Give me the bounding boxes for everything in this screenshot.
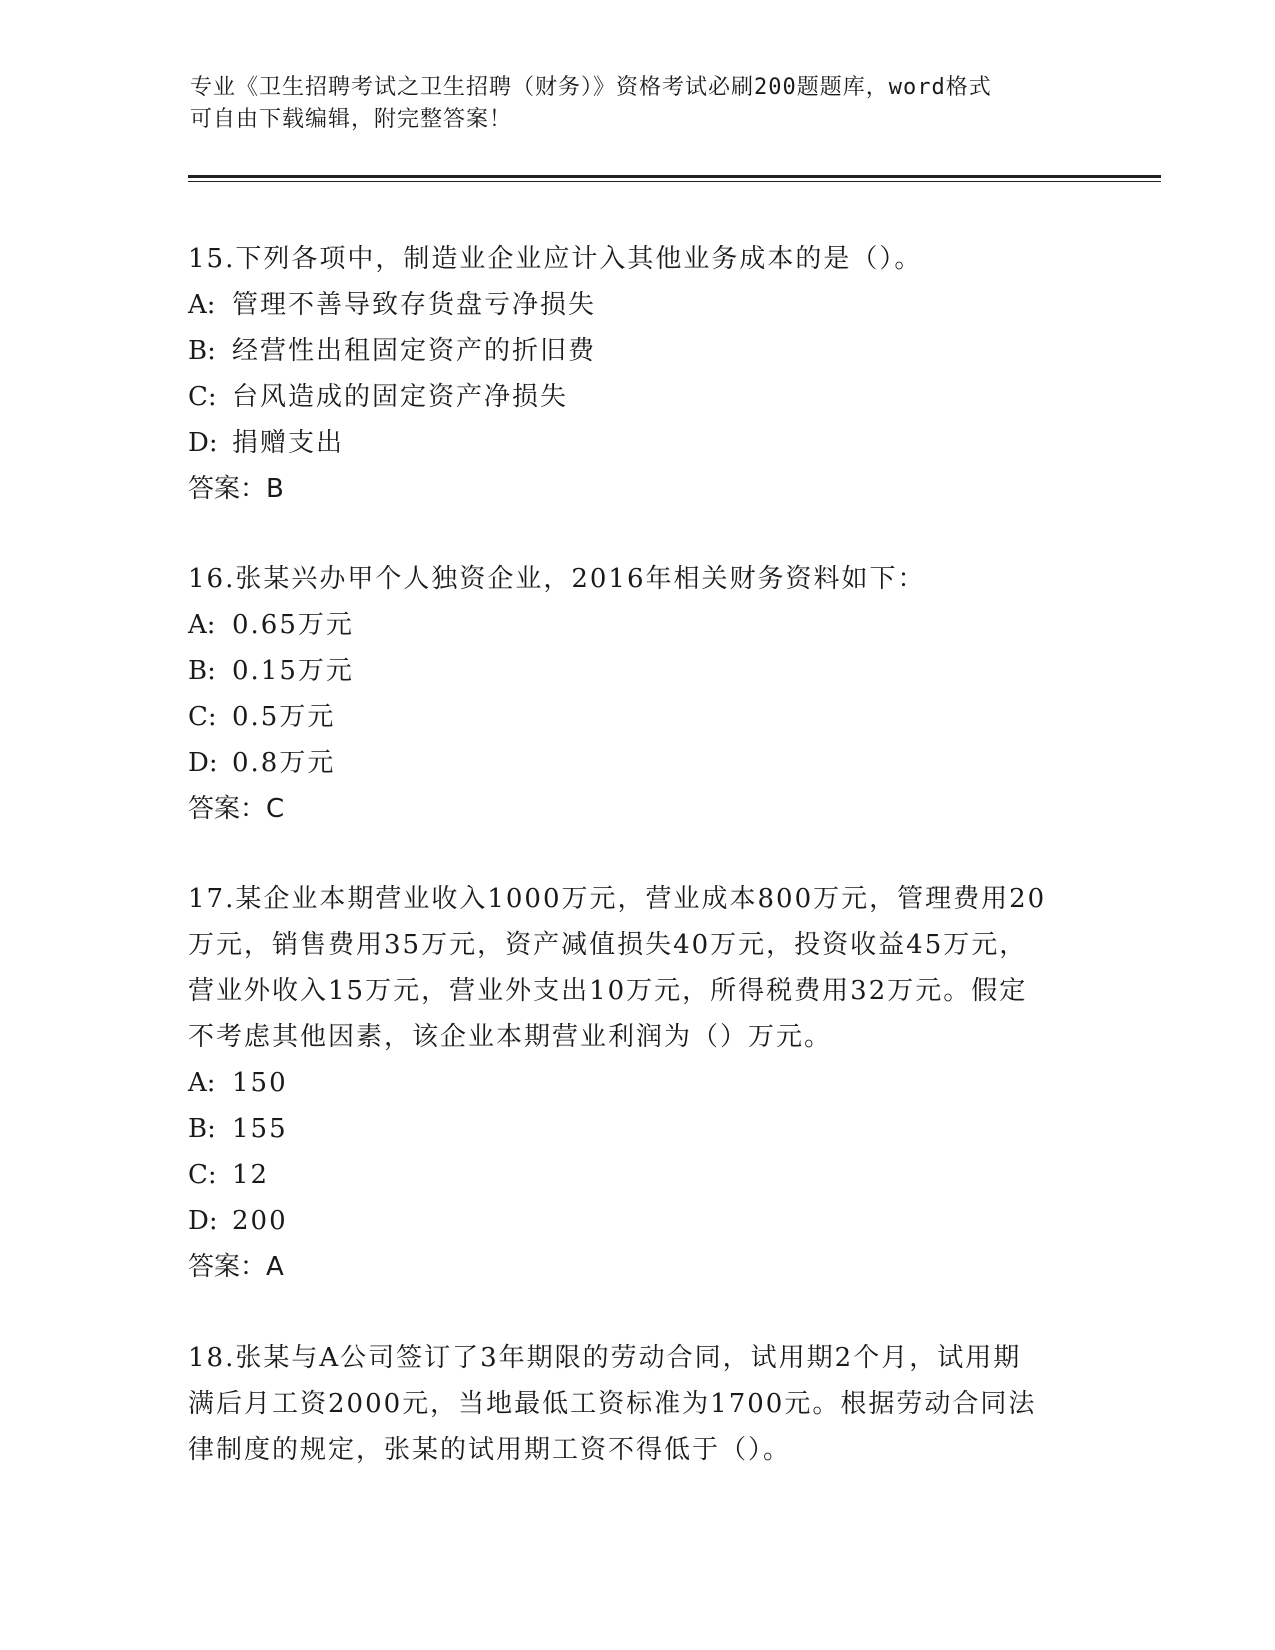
answer-line: 答案：A <box>188 1252 284 1282</box>
option-b <box>188 1106 1088 1152</box>
option-text: 台风造成的固定资产净损失 <box>232 382 569 412</box>
question-stem: 15.下列各项中，制造业企业应计入其他业务成本的是（）。 <box>188 244 923 274</box>
option-c <box>188 1152 1088 1198</box>
option-letter: C: <box>188 1160 217 1190</box>
option-text: 0.65万元 <box>232 610 354 640</box>
option-letter: A: <box>188 1068 216 1098</box>
option-c <box>188 694 1088 740</box>
option-letter: C: <box>188 382 217 412</box>
header-divider-thick <box>188 175 1161 178</box>
option-a <box>188 602 1088 648</box>
option-letter: B: <box>188 1114 216 1144</box>
option-letter: D: <box>188 1206 218 1236</box>
option-text: 0.15万元 <box>232 656 354 686</box>
option-letter: A: <box>188 290 216 320</box>
option-d <box>188 740 1088 786</box>
option-b <box>188 328 1088 374</box>
question-18 <box>188 1335 1088 1473</box>
option-letter: D: <box>188 748 218 778</box>
option-d <box>188 1198 1088 1244</box>
question-16 <box>188 556 1088 832</box>
option-text: 150 <box>232 1068 288 1098</box>
option-text: 捐赠支出 <box>232 428 345 458</box>
question-stem: 17.某企业本期营业收入1000万元，营业成本800万元，管理费用20 万元，销售费用35万元，资产减值损失40万元，投资收益45万元， 营业外收入15万元，营业外支出10万元，所得税费用32万元。假定 不考虑其他因素，该企业本期营业利润为（）万元。 <box>188 884 1047 1052</box>
option-text: 0.5万元 <box>232 702 336 732</box>
question-17 <box>188 876 1088 1290</box>
option-d <box>188 420 1088 466</box>
option-a <box>188 1060 1088 1106</box>
option-text: 管理不善导致存货盘亏净损失 <box>232 290 597 320</box>
option-letter: A: <box>188 610 216 640</box>
header-divider-thin <box>188 181 1161 182</box>
option-letter: D: <box>188 428 218 458</box>
option-text: 0.8万元 <box>232 748 336 778</box>
option-a <box>188 282 1088 328</box>
question-15 <box>188 236 1088 512</box>
header-line-2: 可自由下载编辑，附完整答案！ <box>190 107 513 132</box>
option-text: 12 <box>232 1160 270 1190</box>
option-c <box>188 374 1088 420</box>
option-letter: B: <box>188 336 216 366</box>
option-text: 155 <box>232 1114 288 1144</box>
answer-line: 答案：B <box>188 474 284 504</box>
document-header <box>190 72 1090 136</box>
answer-line: 答案：C <box>188 794 285 824</box>
question-stem: 18.张某与A公司签订了3年期限的劳动合同，试用期2个月，试用期 满后月工资2000元，当地最低工资标准为1700元。根据劳动合同法 律制度的规定，张某的试用期工资不得低于（）。 <box>188 1343 1037 1465</box>
option-text: 200 <box>232 1206 288 1236</box>
header-line-1: 专业《卫生招聘考试之卫生招聘（财务）》资格考试必刷200题题库，word格式 <box>190 75 992 100</box>
option-letter: B: <box>188 656 216 686</box>
option-b <box>188 648 1088 694</box>
option-text: 经营性出租固定资产的折旧费 <box>232 336 597 366</box>
question-stem: 16.张某兴办甲个人独资企业，2016年相关财务资料如下： <box>188 564 926 594</box>
option-letter: C: <box>188 702 217 732</box>
